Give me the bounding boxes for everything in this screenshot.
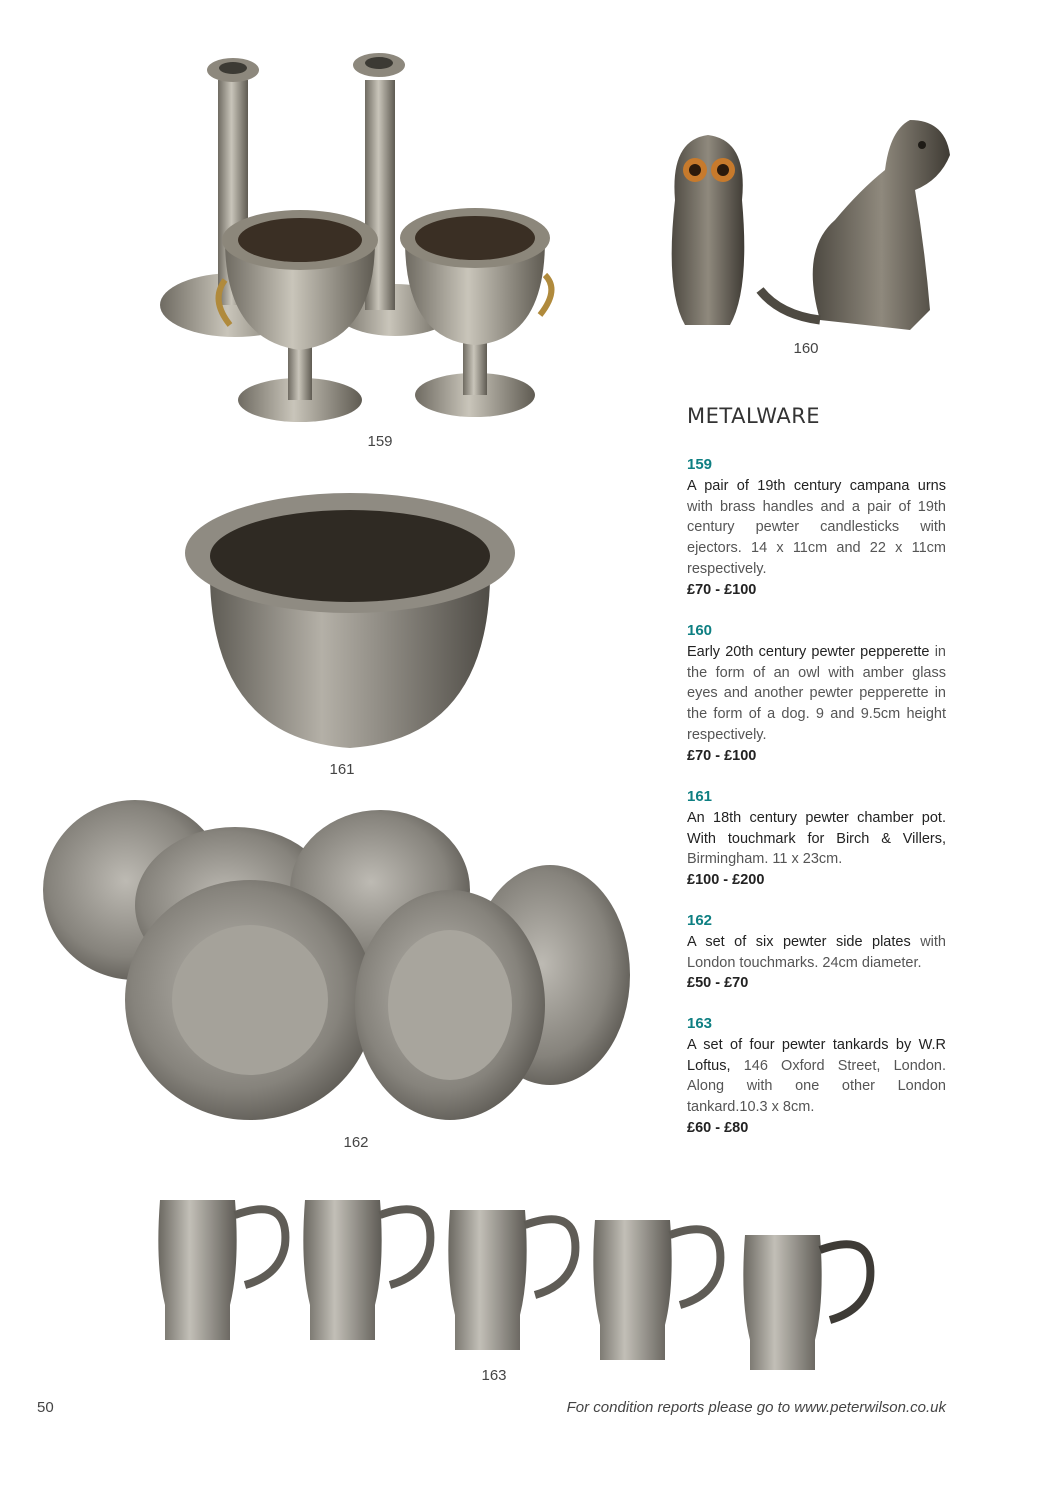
caption-161: 161	[329, 761, 355, 778]
lot-title: An 18th century pewter chamber pot. With touchmark for Birch & Villers,	[687, 809, 946, 847]
lot-details: Birmingham. 11 x 23cm.	[687, 851, 843, 868]
lot-number: 161	[687, 788, 713, 805]
caption-162: 162	[343, 1134, 369, 1151]
lot-number: 159	[687, 456, 713, 473]
lot-title: A set of six pewter side plates	[687, 933, 911, 950]
page-number: 50	[37, 1399, 54, 1416]
lot-162	[687, 911, 946, 994]
lot-details: with brass handles and a pair of 19th century pewter candlesticks with ejectors. 14 x 11cm and 22 x 11cm respectively.	[687, 498, 946, 577]
lot-description	[687, 808, 946, 870]
lot-description	[687, 642, 946, 746]
lot-estimate: £70 - £100	[687, 581, 757, 598]
caption-163: 163	[481, 1367, 507, 1384]
photo-lot-163	[150, 1185, 890, 1380]
lot-number: 162	[687, 912, 713, 929]
lot-estimate: £100 - £200	[687, 872, 765, 889]
lot-161	[687, 787, 946, 891]
lot-estimate: £70 - £100	[687, 747, 757, 764]
section-title: METALWARE	[687, 404, 821, 428]
photo-lot-159	[150, 40, 560, 435]
lot-160	[687, 621, 946, 767]
photo-lot-161	[180, 478, 520, 758]
lot-details: in the form of an owl with amber glass eyes and another pewter pepperette in the form of a dog. 9 and 9.5cm height respectively.	[687, 643, 946, 743]
lot-estimate: £60 - £80	[687, 1119, 749, 1136]
lot-description	[687, 476, 946, 580]
lot-number: 163	[687, 1015, 713, 1032]
lot-title: Early 20th century pewter pepperette	[687, 643, 930, 660]
lot-159	[687, 455, 946, 601]
lot-number: 160	[687, 622, 713, 639]
lot-estimate: £50 - £70	[687, 975, 749, 992]
lot-title: A set of four pewter tankards by W.R Loftus,	[687, 1036, 946, 1074]
lot-description	[687, 1035, 946, 1118]
photo-lot-160	[660, 110, 960, 340]
caption-160: 160	[793, 340, 819, 357]
lot-163	[687, 1014, 946, 1139]
lot-details: with London touchmarks. 24cm diameter.	[687, 933, 946, 971]
footer-note: For condition reports please go to www.peterwilson.co.uk	[566, 1399, 946, 1416]
lot-title: A pair of 19th century campana urns	[687, 477, 946, 494]
lot-details: 146 Oxford Street, London. Along with one other London tankard.10.3 x 8cm.	[687, 1057, 946, 1116]
caption-159: 159	[367, 433, 393, 450]
lot-description	[687, 932, 946, 974]
photo-lot-162	[40, 795, 630, 1130]
